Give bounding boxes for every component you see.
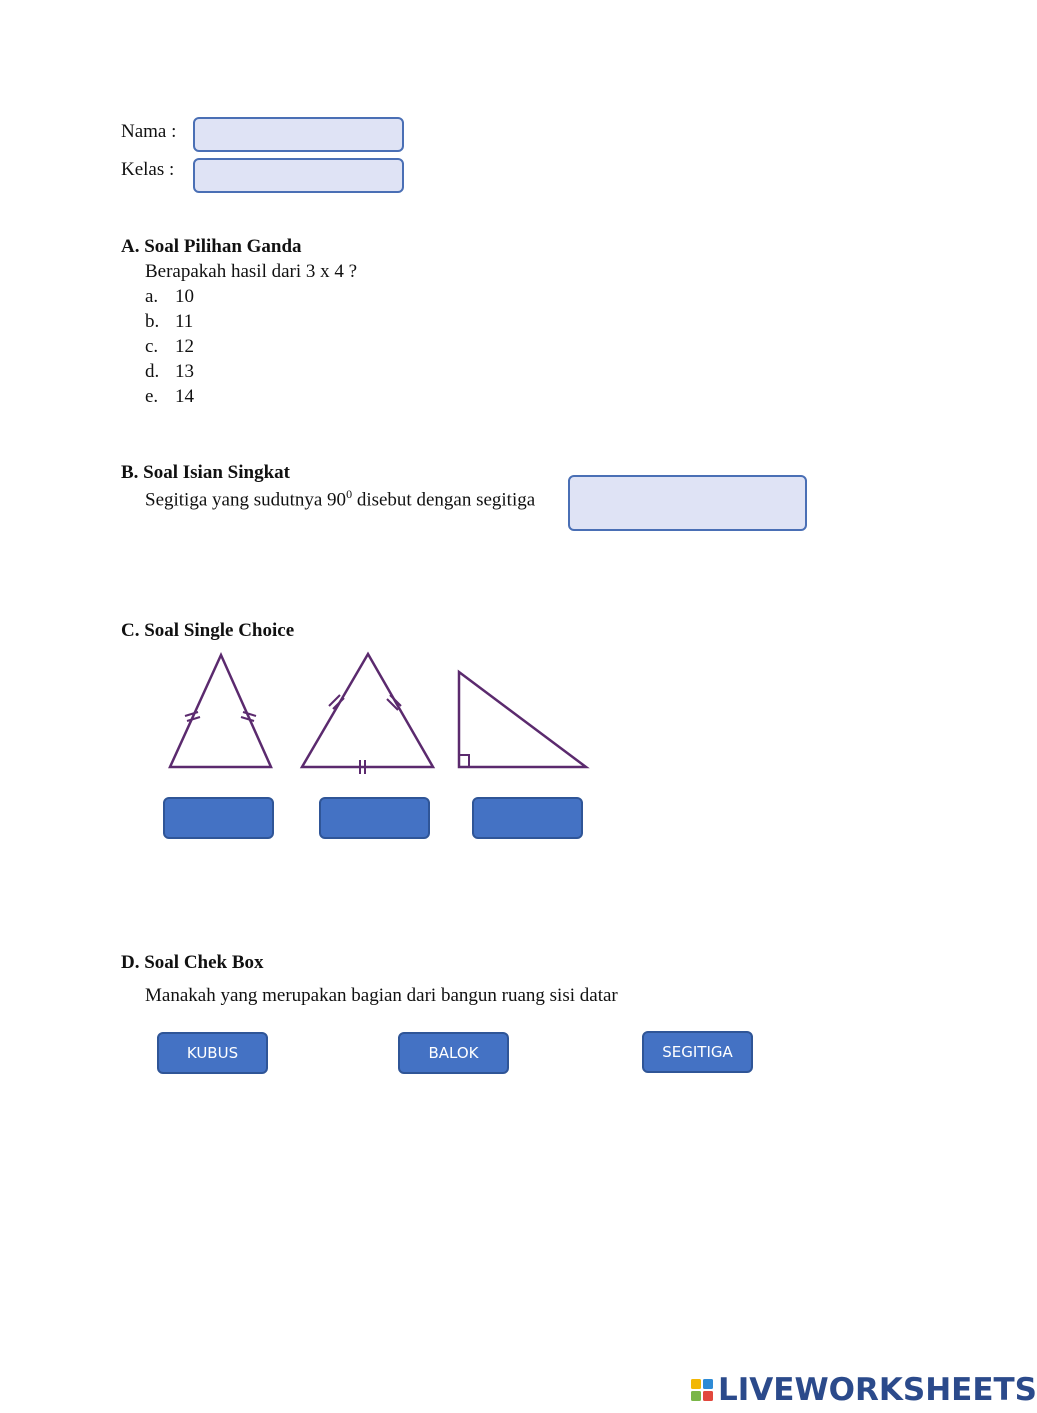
choice-segitiga-button[interactable]: SEGITIGA (642, 1031, 753, 1073)
option-b-letter: b. (145, 311, 160, 332)
equilateral-triangle-image (296, 648, 438, 776)
answer-drop-box-2[interactable] (319, 797, 430, 839)
option-a-letter: a. (145, 286, 159, 307)
option-a-value[interactable]: 10 (175, 286, 194, 307)
liveworksheets-logo (690, 1372, 1037, 1408)
section-c-heading: C. Soal Single Choice (121, 620, 295, 641)
section-b-heading: B. Soal Isian Singkat (121, 462, 290, 483)
section-b-question (145, 487, 535, 511)
section-d-heading: D. Soal Chek Box (121, 952, 264, 973)
choice-kubus-button[interactable]: KUBUS (157, 1032, 268, 1074)
class-label: Kelas : (121, 159, 175, 180)
class-input[interactable] (193, 158, 404, 193)
option-d-value[interactable]: 13 (175, 361, 194, 382)
right-triangle-image (452, 663, 592, 775)
brand-name: LIVEWORKSHEETS (718, 1372, 1037, 1408)
name-label: Nama : (121, 121, 177, 142)
answer-drop-box-1[interactable] (163, 797, 274, 839)
triangle-type-input[interactable] (568, 475, 807, 531)
degree-superscript: 0 (346, 487, 353, 501)
option-d-letter: d. (145, 361, 160, 382)
name-input[interactable] (193, 117, 404, 152)
option-e-value[interactable]: 14 (175, 386, 194, 407)
section-a-heading: A. Soal Pilihan Ganda (121, 236, 302, 257)
section-b-question-after: disebut dengan segitiga (352, 489, 536, 511)
answer-drop-box-3[interactable] (472, 797, 583, 839)
section-d-question: Manakah yang merupakan bagian dari bangun ruang sisi datar (145, 985, 618, 1006)
option-c-value[interactable]: 12 (175, 336, 194, 357)
logo-grid-icon (690, 1378, 714, 1402)
section-b-question-before: Segitiga yang sudutnya 90 (145, 489, 347, 511)
option-b-value[interactable]: 11 (175, 311, 194, 332)
isosceles-triangle-image (160, 648, 285, 776)
option-e-letter: e. (145, 386, 159, 407)
choice-balok-button[interactable]: BALOK (398, 1032, 509, 1074)
section-a-question: Berapakah hasil dari 3 x 4 ? (145, 261, 358, 282)
option-c-letter: c. (145, 336, 159, 357)
